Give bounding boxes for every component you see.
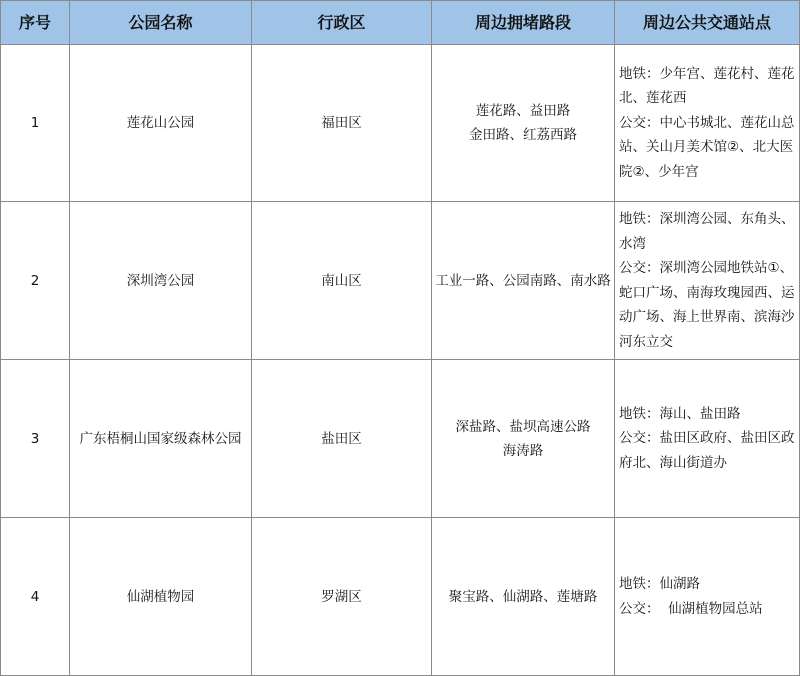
header-roads-label: 周边拥堵路段 <box>474 12 571 32</box>
row-4-transit <box>615 518 800 676</box>
district-name: 南山区 <box>321 272 362 289</box>
index-value: 2 <box>30 272 40 289</box>
row-2-name <box>70 202 252 360</box>
park-name: 仙湖植物园 <box>126 588 195 605</box>
row-1-district <box>252 45 432 202</box>
row-3-transit <box>615 360 800 518</box>
road-line: 深盐路、盐坝高速公路 <box>455 418 591 435</box>
bus-stations: 公交：深圳湾公园地铁站①、蛇口广场、南海玫瑰园西、运动广场、海上世界南、滨海沙河东立交 <box>619 260 795 350</box>
row-3-index <box>0 360 70 518</box>
row-4-roads <box>432 518 615 676</box>
row-1-transit <box>615 45 800 202</box>
header-transit <box>615 0 800 45</box>
header-transit-label: 周边公共交通站点 <box>642 12 771 32</box>
header-name <box>70 0 252 45</box>
district-name: 盐田区 <box>321 430 362 447</box>
metro-stations: 地铁：仙湖路 <box>619 576 700 592</box>
park-name: 深圳湾公园 <box>126 272 195 289</box>
metro-stations: 地铁：深圳湾公园、东角头、水湾 <box>619 211 795 252</box>
row-2-roads <box>432 202 615 360</box>
district-name: 罗湖区 <box>321 588 362 605</box>
row-3-district <box>252 360 432 518</box>
row-4-district <box>252 518 432 676</box>
index-value: 3 <box>30 430 40 447</box>
road-line: 海涛路 <box>502 442 544 459</box>
header-roads <box>432 0 615 45</box>
header-district <box>252 0 432 45</box>
bus-stations: 公交： 仙湖植物园总站 <box>619 600 763 617</box>
row-4-name <box>70 518 252 676</box>
metro-stations: 地铁：海山、盐田路 <box>619 405 741 422</box>
header-index <box>0 0 70 45</box>
row-2-district <box>252 202 432 360</box>
index-value: 4 <box>30 588 40 605</box>
index-value: 1 <box>30 115 40 131</box>
row-4-index <box>0 518 70 676</box>
road-line: 莲花路、益田路 <box>475 103 571 119</box>
metro-stations: 地铁：少年宫、莲花村、莲花北、莲花西 <box>619 65 795 107</box>
row-1-name <box>70 45 252 202</box>
bus-stations: 公交：盐田区政府、盐田区政府北、海山街道办 <box>619 430 795 471</box>
road-line: 工业一路、公园南路、南水路 <box>435 272 611 289</box>
row-2-transit <box>615 202 800 360</box>
header-index-label: 序号 <box>18 12 51 32</box>
park-name: 广东梧桐山国家级森林公园 <box>79 430 242 447</box>
row-2-index <box>0 202 70 360</box>
row-3-name <box>70 360 252 518</box>
park-name: 莲花山公园 <box>126 115 195 131</box>
road-line: 金田路、红荔西路 <box>469 127 577 143</box>
district-name: 福田区 <box>321 115 362 131</box>
row-3-roads <box>432 360 615 518</box>
header-district-label: 行政区 <box>317 12 366 32</box>
row-1-roads <box>432 45 615 202</box>
bus-stations: 公交：中心书城北、莲花山总站、关山月美术馆②、北大医院②、少年宫 <box>619 114 795 180</box>
road-line: 聚宝路、仙湖路、莲塘路 <box>448 588 598 605</box>
header-name-label: 公园名称 <box>128 12 193 32</box>
row-1-index <box>0 45 70 202</box>
